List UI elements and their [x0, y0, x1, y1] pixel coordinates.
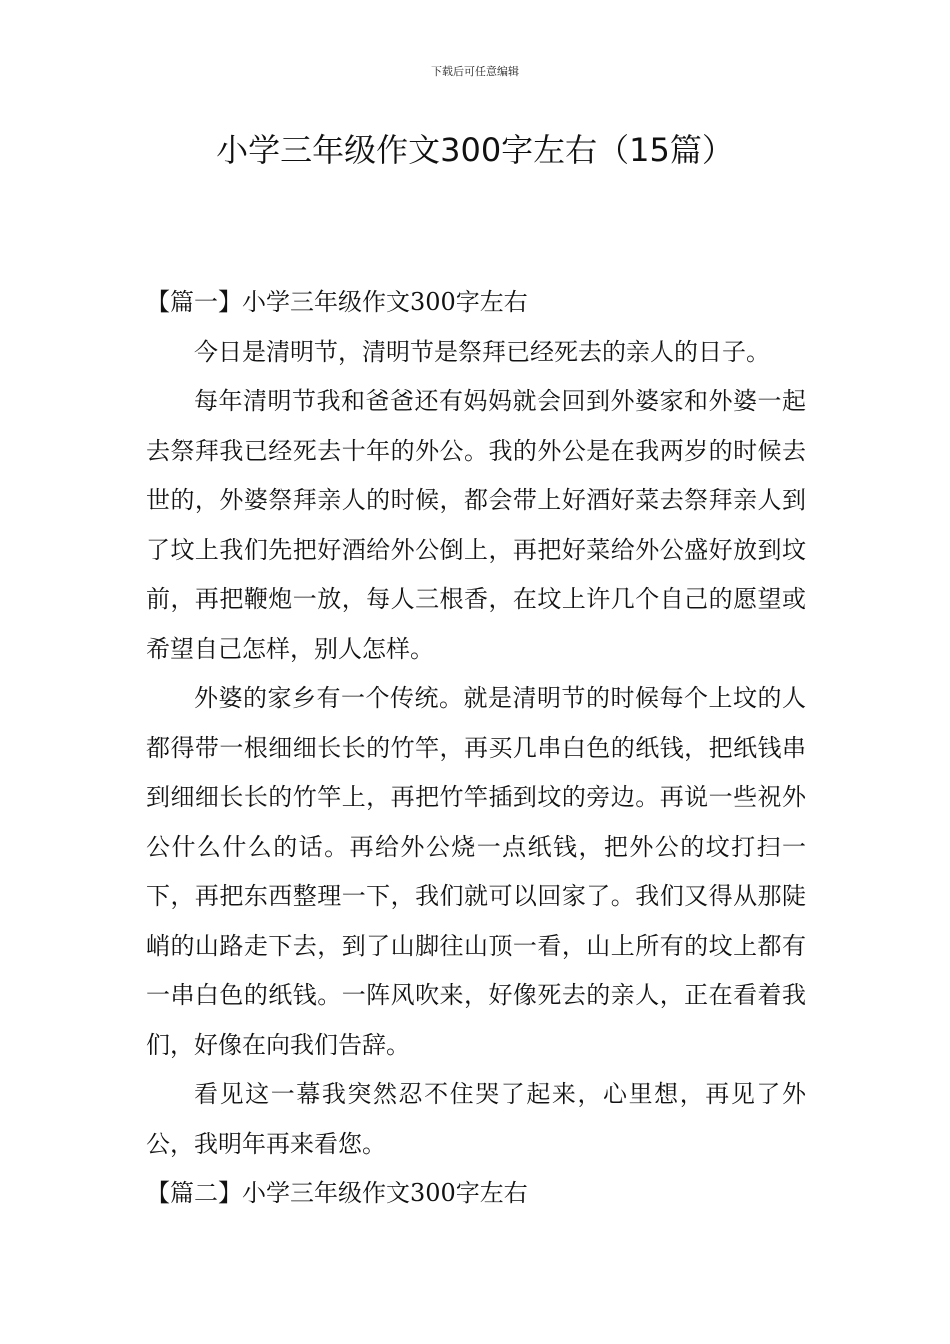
paragraph: 今日是清明节，清明节是祭拜已经死去的亲人的日子。	[194, 337, 770, 366]
paragraph: 每年清明节我和爸爸还有妈妈就会回到外婆家和外婆一起去祭拜我已经死去十年的外公。我的外公是在我两岁的时候去世的，外婆祭拜亲人的时候，都会带上好酒好菜去祭拜亲人到了坟上我们先把好酒给外公倒上，再把好菜给外公盛好放到坟前，再把鞭炮一放，每人三根香，在坟上许几个自己的愿望或希望自己怎样，别人怎样。	[146, 387, 806, 663]
section-heading-1: 【篇一】小学三年级作文300字左右	[146, 288, 528, 316]
paragraph: 外婆的家乡有一个传统。就是清明节的时候每个上坟的人都得带一根细细长长的竹竿，再买几串白色的纸钱，把纸钱串到细细长长的竹竿上，再把竹竿插到坟的旁边。再说一些祝外公什么什么的话。再给外公烧一点纸钱，把外公的坟打扫一下，再把东西整理一下，我们就可以回家了。我们又得从那陡峭的山路走下去，到了山脚往山顶一看，山上所有的坟上都有一串白色的纸钱。一阵风吹来，好像死去的亲人，正在看着我们，好像在向我们告辞。	[146, 684, 806, 1059]
section-heading-2: 【篇二】小学三年级作文300字左右	[146, 1179, 528, 1207]
page-header-note: 下载后可任意编辑	[431, 65, 519, 78]
paragraph: 看见这一幕我突然忍不住哭了起来，心里想，再见了外公，我明年再来看您。	[146, 1080, 806, 1158]
document-title: 小学三年级作文300字左右（15篇）	[216, 131, 734, 169]
document-body	[146, 278, 806, 1219]
